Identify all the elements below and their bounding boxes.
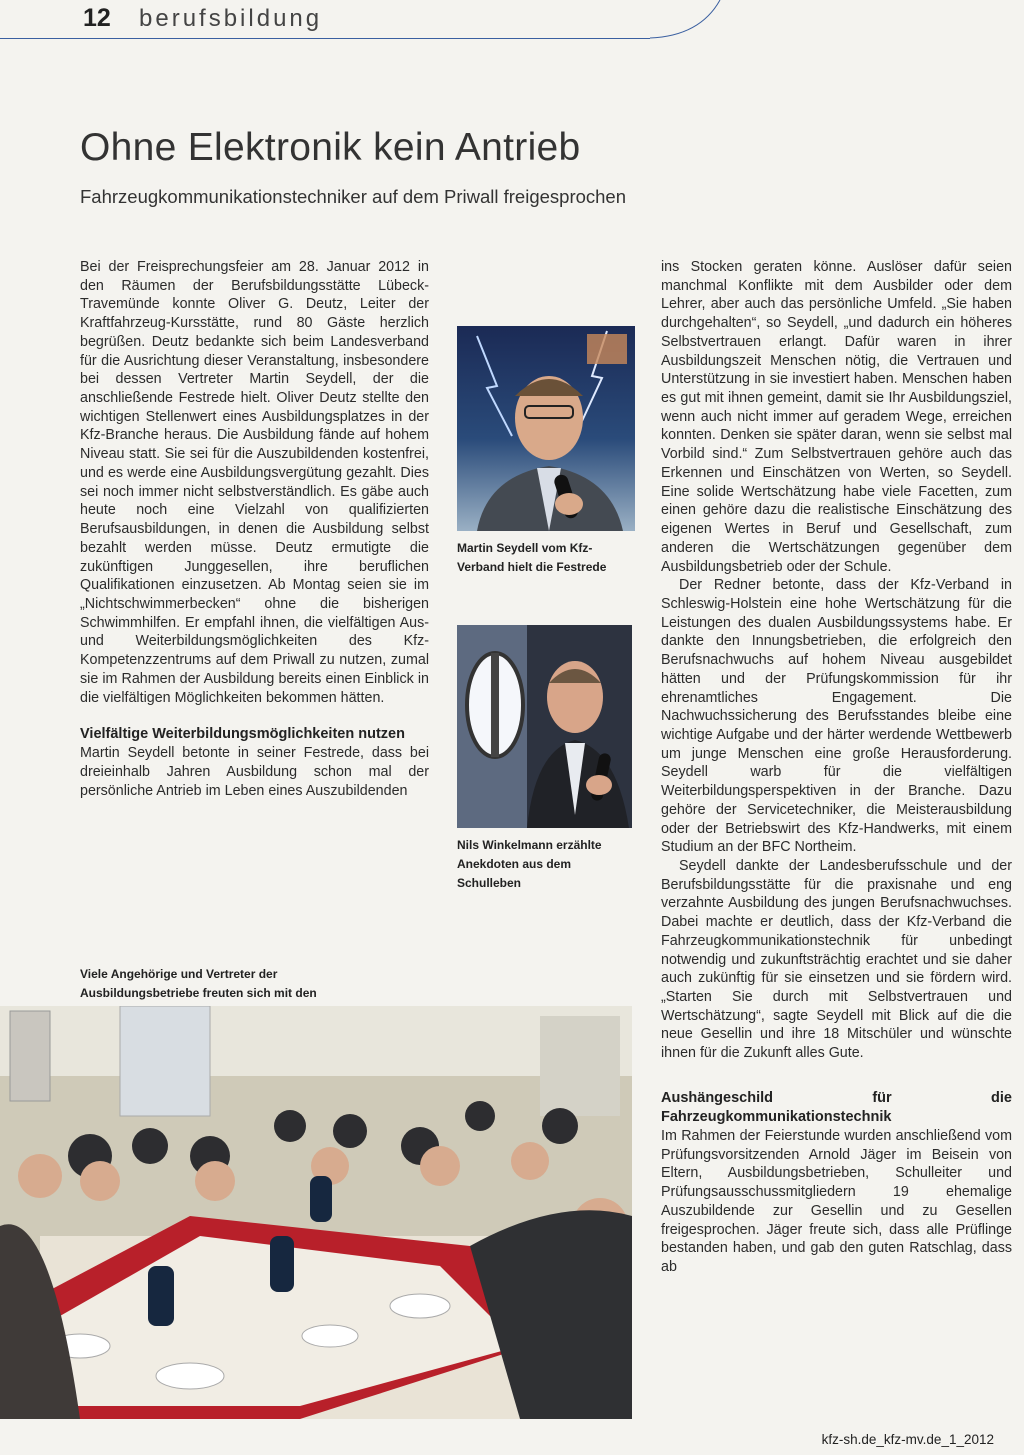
paragraph: Seydell dankte der Landesberufsschule und der Berufsbildungsstätte für die praxisnahe und eng verzahnte Ausbildung des jungen Berufsnachwuchses. Dabei machte er deutlich, dass der Kfz-Verband die Fahrzeugkommunikationstechnik für unbedingt notwendig und zukunftsträchtig erachtet und sie daher auch zukünftig für sie einsetzen und sie fördern wird. „Starten Sie durch mit Selbstvertrauen und Wertschätzung“, sagte Seydell mit Blick auf die die neue Gesellin und ihre 18 Mitschüler und wünschte ihnen für die Zukunft alles Gute.	[661, 858, 1012, 1062]
article-subtitle: Fahrzeugkommunikationstechniker auf dem Priwall freigesprochen	[80, 186, 627, 207]
photo-caption: Martin Seydell vom Kfz-Verband hielt die Festrede	[457, 541, 607, 574]
page-number: 12	[83, 4, 111, 32]
subheading: Vielfältige Weiterbildungsmöglichkeiten nutzen	[80, 726, 405, 743]
text-column-left	[80, 258, 429, 800]
photo-caption: Nils Winkelmann erzählte Anekdoten aus dem Schulleben	[457, 838, 602, 890]
photo-speaker-seydell	[457, 326, 635, 531]
photo-banquet	[0, 1006, 632, 1419]
header-rule	[0, 38, 650, 39]
paragraph: Martin Seydell betonte in seiner Festrede, dass bei dreieinhalb Jahren Ausbildung schon mal der persönliche Antrieb im Leben eines Auszubildenden	[80, 745, 429, 799]
paragraph: Im Rahmen der Feierstunde wurden anschließend vom Prüfungsvorsitzenden Arnold Jäger im Beisein von Eltern, Ausbildungsbetrieben, Schulleiter und Prüfungsausschussmitgliedern 19 ehemalige Auszubildende zur Gesellin und zu Gesellen freigesprochen. Jäger freute sich, dass alle Prüflinge bestanden haben, und gab den guten Ratschlag, dass ab	[661, 1127, 1012, 1275]
section-title: berufsbildung	[139, 5, 323, 32]
article-title: Ohne Elektronik kein Antrieb	[80, 126, 581, 169]
photo-caption: Viele Angehörige und Vertreter der Ausbildungsbetriebe freuten sich mit den	[80, 967, 317, 1000]
corner-swoosh	[600, 0, 730, 44]
paragraph: Der Redner betonte, dass der Kfz-Verband in Schleswig-Holstein eine hohe Wertschätzung für die Leistungen des dualen Ausbildungssystems habe. Er dankte den Innungsbetrieben, die erfolgreich den Berufsnachwuchs auf hohem Niveau ausgebildet hätten und der Prüfungskommission für ihr ehrenamtliches Engagement. Die Nachwuchssicherung des Berufsstandes bleibe eine wichtige Aufgabe und der härter werdende Wettbewerb um junge Menschen eine große Herausforderung. Seydell warb für die vielfältigen Weiterbildungsperspektiven in der Branche. Dazu gehöre der Servicetechniker, die Meisterausbildung oder der Betriebswirt des Kfz-Handwerks, mit einem Studium an der BFC Northeim.	[661, 577, 1012, 856]
footer-url: kfz-sh.de_kfz-mv.de_1_2012	[821, 1432, 994, 1447]
paragraph: ins Stocken geraten könne. Auslöser dafür seien manchmal Konflikte mit dem Ausbilder oder dem Lehrer, aber auch das persönliche Umfeld. „Sie haben durchgehalten“, so Seydell, „und dadurch ein höheres Selbstvertrauen erlangt. Dafür waren in ihrer Ausbildungszeit Menschen nötig, die Vertrauen und Unterstützung in sie investiert haben. Menschen haben es gut mit ihnen gemeint, damit sie Ihr Ausbildungsziel, wenn auch nicht immer auf geradem Wege, erreichen konnten. Denken sie später daran, wenn sie selbst mal Vorbild sind.“ Zum Selbstvertrauen gehöre auch das Erkennen und Einschätzen von Werten, so Seydell. Eine solide Wertschätzung habe viele Facetten, zum einen gehöre dazu die realistische Einschätzung des eigenen Wertes in Beruf und Gesellschaft, zum anderen die Wertschätzungen gegenüber dem Ausbildungsbetrieb oder der Schule.	[661, 259, 1012, 575]
paragraph: Bei der Freisprechungsfeier am 28. Januar 2012 in den Räumen der Berufsbildungsstätte Lübeck-Travemünde konnte Oliver G. Deutz, Leiter der Kraftfahrzeug-Kursstätte, rund 80 Gäste herzlich begrüßen. Deutz bedankte sich beim Landesverband für die Ausrichtung dieser Veranstaltung, insbesondere bei dessen Vertreter Martin Seydell, der die anschließende Festrede hielt. Oliver Deutz stellte den wichtigen Stellenwert eines Ausbildungsplatzes in der Kfz-Branche heraus. Die Ausbildung fände auf hohem Niveau statt. Sie sei für die Auszubildenden kostenfrei, und es werde eine Ausbildungsvergütung gezahlt. Dies sei noch immer nicht selbstverständlich. Es gäbe auch heute noch eine Vielzahl von qualifizierten Berufsausbildungen, in denen die Ausbildung selbst bezahlt werden müsse. Deutz ermutigte die zukünftigen Junggesellen, ihre beruflichen Qualifikationen einzusetzen. Ab Montag seien sie im „Nichtschwimmerbecken“ ohne die bisherigen Schwimmhilfen. Er empfahl ihnen, die vielfältigen Aus- und Weiterbildungsmöglichkeiten des Kfz-Kompetenzzentrums auf dem Priwall zu nutzen, zumal sie im Rahmen der Ausbildung bereits einen Einblick in die vielfältigen Möglichkeiten bekommen hätten.	[80, 259, 429, 706]
photo-speaker-winkelmann	[457, 625, 632, 828]
page-header	[0, 0, 1024, 44]
subheading: Aushängeschild für die Fahrzeugkommunikationstechnik	[661, 1089, 1012, 1125]
text-column-right	[661, 258, 1012, 1277]
